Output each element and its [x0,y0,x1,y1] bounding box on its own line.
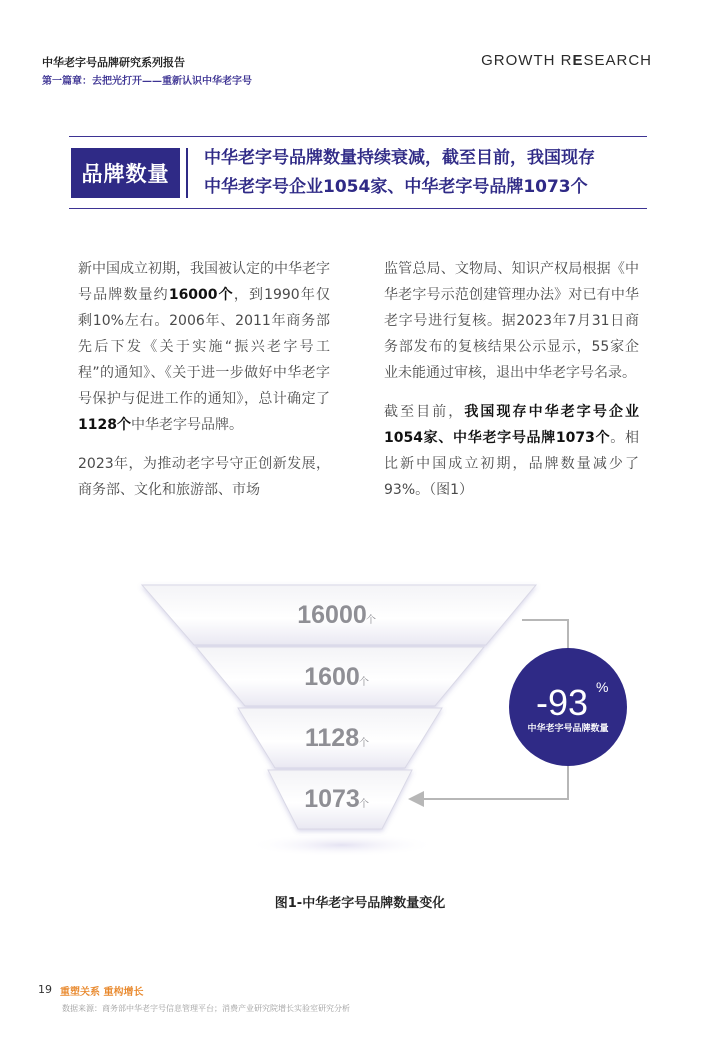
funnel-base-glow [247,833,437,857]
banner-bottom-rule [69,208,647,209]
footer-slogan: 重塑关系 重构增长 [60,987,144,998]
funnel-value-1: 16000 [297,601,367,629]
chapter-title: 第一篇章：去把光打开——重新认识中华老字号 [42,76,252,87]
paragraph-3: 截至目前，我国现存中华老字号企业1054家、中华老字号品牌1073个。相比新中国成立初期，品牌数量减少了93%。（图1） [384,404,640,498]
funnel-value-2: 1600 [304,663,360,691]
funnel-value-4: 1073 [304,785,360,813]
paragraph-2-start: 2023年，为推动老字号守正创新发展，商务部、文化和旅游部、市场 [78,456,330,498]
change-value: -93 [535,682,589,723]
funnel-unit-3: 个 [359,738,369,749]
brand-mid: E [572,52,584,69]
figure-caption: 图1-中华老字号品牌数量变化 [274,896,446,911]
funnel-chart [0,575,720,875]
headline-line-1: 中华老字号品牌数量持续衰减，截至目前，我国现存 [204,148,595,168]
page-number: 19 [38,983,52,996]
paragraph-1: 新中国成立初期，我国被认定的中华老字号品牌数量约16000个，到1990年仅剩10%左右。2006年、2011年商务部先后下发《关于实施“振兴老字号工程”的通知》、《关于进一步做好中华老字号保护与促进工作的通知》，总计确定了1128个中华老字号品牌。 [78,261,330,433]
data-source: 数据来源：商务部中华老字号信息管理平台；消费产业研究院增长实验室研究分析 [62,1004,350,1013]
brand-logo [481,52,652,69]
funnel-unit-1: 个 [366,615,376,626]
funnel-unit-4: 个 [359,799,369,810]
change-label: 中华老字号品牌数量 [527,724,609,734]
funnel-value-3: 1128 [304,724,360,752]
change-unit: % [596,679,609,695]
funnel-unit-2: 个 [359,677,369,688]
section-badge: 品牌数量 [71,148,180,198]
headline-line-2: 中华老字号企业1054家、中华老字号品牌1073个 [204,177,588,197]
brand-right: SEARCH [583,52,652,69]
paragraph-2-end: 监管总局、文物局、知识产权局根据《中华老字号示范创建管理办法》对已有中华老字号进行复核。据2023年7月31日商务部发布的复核结果公示显示，55家企业未能通过审核，退出中华老字号名录。 [384,261,639,381]
highlight-current-count: 我国现存中华老字号企业1054家、中华老字号品牌1073个 [384,404,640,446]
highlight-1128: 1128个 [78,417,131,433]
report-title: 中华老字号品牌研究系列报告 [42,56,185,69]
highlight-16000: 16000个 [168,287,234,303]
body-column-right [384,256,639,516]
section-headline [204,144,649,202]
brand-left: GROWTH R [481,52,573,69]
banner-top-rule [69,136,647,137]
badge-separator [186,148,188,198]
body-column-left [78,256,330,516]
